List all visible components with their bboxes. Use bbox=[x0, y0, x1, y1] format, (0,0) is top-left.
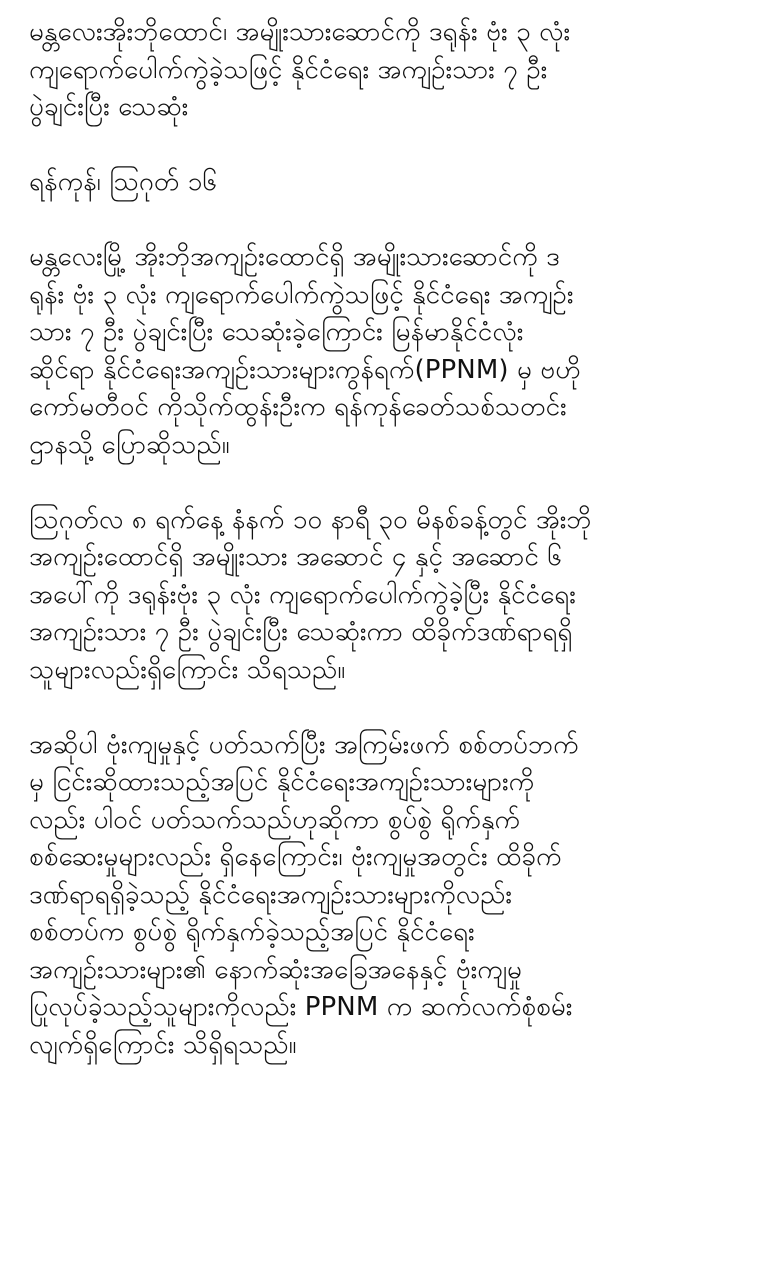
paragraph-line: ဆိုင်ရာ နိုင်ငံရေးအကျဉ်းသားများကွန်ရက်(PPNM) မှ ဗဟို bbox=[29, 354, 581, 385]
headline-line: မန္တလေးအိုးဘိုထောင်၊ အမျိုးသားဆောင်ကို ဒရုန်း ဗုံး ၃ လုံး bbox=[29, 17, 571, 47]
paragraph-1 bbox=[29, 239, 751, 464]
paragraph-line: ဩဂုတ်လ ၈ ရက်နေ့ နံနက် ၁၀ နာရီ ၃၀ မိနစ်ခန့်တွင် အိုးဘို bbox=[29, 504, 592, 535]
dateline-text: ရန်ကုန်၊ ဩဂုတ် ၁၆ bbox=[29, 167, 218, 197]
paragraph-line: ပြုလုပ်ခဲ့သည့်သူများကိုလည်း PPNM က ဆက်လက်စုံစမ်း bbox=[29, 992, 573, 1022]
paragraph-line: လျက်ရှိကြောင်း သိရှိရသည်။ bbox=[29, 1029, 297, 1060]
headline bbox=[29, 14, 751, 127]
paragraph-line: အကျဉ်းသား ၇ ဦး ပွဲချင်းပြီး သေဆုံးကာ ထိခိုက်ဒဏ်ရာရရှိ bbox=[29, 617, 573, 647]
paragraph-line: ရုန်း ဗုံး ၃ လုံး ကျရောက်ပေါက်ကွဲသဖြင့် နိုင်ငံရေး အကျဉ်း bbox=[29, 279, 574, 310]
paragraph-line: စစ်ဆေးမှုများလည်း ရှိနေကြောင်း၊ ဗုံးကျမှုအတွင်း ထိခိုက် bbox=[29, 842, 562, 872]
headline-line: ကျရောက်ပေါက်ကွဲခဲ့သဖြင့် နိုင်ငံရေး အကျဉ်းသား ၇ ဦး bbox=[29, 54, 548, 85]
paragraph-line: ဌာနသို့ ပြောဆိုသည်။ bbox=[29, 429, 230, 460]
paragraph-spacer bbox=[29, 202, 751, 240]
paragraph-3 bbox=[29, 727, 751, 1065]
paragraph-line: သား ၇ ဦး ပွဲချင်းပြီး သေဆုံးခဲ့ကြောင်း မြန်မာနိုင်ငံလုံး bbox=[29, 317, 524, 347]
paragraph-spacer bbox=[29, 464, 751, 502]
article-body bbox=[29, 14, 751, 1064]
dateline bbox=[29, 164, 751, 202]
paragraph-line: အဆိုပါ ဗုံးကျမှုနှင့် ပတ်သက်ပြီး အကြမ်းဖက် စစ်တပ်ဘက် bbox=[29, 729, 579, 760]
paragraph-line: အကျဉ်းထောင်ရှိ အမျိုးသား အဆောင် ၄ နှင့် အဆောင် ၆ bbox=[29, 542, 562, 572]
paragraph-line: မှ ငြင်းဆိုထားသည့်အပြင် နိုင်ငံရေးအကျဉ်းသားများကို bbox=[29, 767, 535, 797]
paragraph-line: အကျဉ်းသားများ၏ နောက်ဆုံးအခြေအနေနှင့် ဗုံးကျမှု bbox=[29, 954, 522, 985]
paragraph-line: သူများလည်းရှိကြောင်း သိရသည်။ bbox=[29, 654, 346, 685]
paragraph-spacer bbox=[29, 689, 751, 727]
headline-line: ပွဲချင်းပြီး သေဆုံး bbox=[29, 92, 189, 122]
paragraph-line: ကော်မတီဝင် ကိုသိုက်ထွန်းဦးက ရန်ကုန်ခေတ်သစ်သတင်း bbox=[29, 392, 567, 422]
paragraph-line: စစ်တပ်က စွပ်စွဲ ရိုက်နှက်ခဲ့သည့်အပြင် နိုင်ငံရေး bbox=[29, 917, 475, 947]
paragraph-line: လည်း ပါဝင် ပတ်သက်သည်ဟုဆိုကာ စွပ်စွဲ ရိုက်နှက် bbox=[29, 804, 521, 835]
paragraph-line: ဒဏ်ရာရရှိခဲ့သည့် နိုင်ငံရေးအကျဉ်းသားများကိုလည်း bbox=[29, 879, 513, 910]
paragraph-line: အပေါ်ကို ဒရုန်းဗုံး ၃ လုံး ကျရောက်ပေါက်ကွဲခဲ့ပြီး နိုင်ငံရေး bbox=[29, 579, 576, 610]
paragraph-line: မန္တလေးမြို့ အိုးဘိုအကျဉ်းထောင်ရှိ အမျိုးသားဆောင်ကို ဒ bbox=[29, 242, 560, 272]
paragraph-2 bbox=[29, 502, 751, 690]
paragraph-spacer bbox=[29, 127, 751, 165]
